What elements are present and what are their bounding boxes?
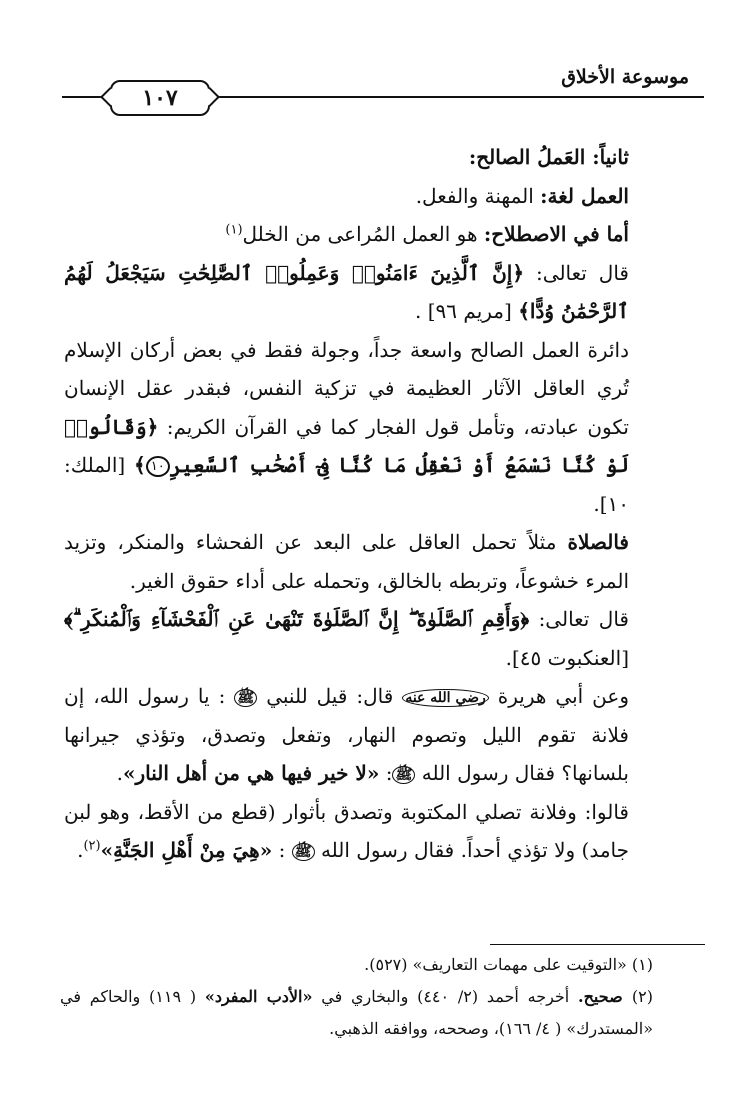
paragraph-text: قالوا: وفلانة تصلي المكتوبة وتصدق بأثوار (قطع من الأقط، وهو لبن جامد) ولا تؤذي أحداً. فقال رسول الله [64,799,629,862]
quran-verse: ﴿وَأَقِمِ ٱلصَّلَوٰةَ ۖ إِنَّ ٱلصَّلَوٰةَ تَنْهَىٰ عَنِ ٱلْفَحْشَآءِ وَٱلْمُنكَرِ ۗ﴾ [64,607,530,631]
footnote-text: ( ١١٩) والحاكم في «المستدرك» ( ٤/ ١٦٦)، وصححه، ووافقه الذهبي. [60,987,653,1038]
section-heading: ثانياً: العَملُ الصالح: [468,145,629,169]
intro-text: قال تعالى: [529,607,629,631]
term-label: العمل لغة: [540,183,629,208]
radi-allahu-anhu-glyph: رضي الله عنه [402,689,488,707]
footnote-2 [60,981,653,1045]
paragraph-quran-verse-ankabut [64,600,651,677]
running-header-title: موسوعة الأخلاق [561,66,689,88]
paragraph-quran-verse-maryam [64,254,651,331]
paragraph-text: : [272,838,292,862]
page-number: ١٠٧ [110,80,210,116]
footnote-text: «التوقيت على مهمات التعاريف» (٥٢٧). [364,955,632,974]
verse-close-bracket: ﴾ [134,453,146,477]
main-text [64,138,651,870]
footnote-book-title: «الأدب المفرد» [204,987,313,1006]
paragraph-text: دائرة العمل الصالح واسعة جداً، وجولة فقط في بعض أركان الإسلام تُري العاقل الآثار العظيمة في تزكية النفس، فبقدر عقل الإنسان تكون عبادته، وتأمل قول الفجار كما في القرآن الكريم: [64,337,629,439]
term-label: أما في الاصطلاح: [483,222,629,246]
paragraph-text: مثلاً تحمل العاقل على البعد عن الفحشاء والمنكر، وتزيد المرء خشوعاً، وتربطه بالخالق، وتحمله على أداء حقوق الغير. [64,530,629,593]
verse-reference: [العنكبوت ٤٥]. [505,645,629,670]
paragraph-linguistic-definition [64,177,651,216]
paragraph-prayer [64,523,651,600]
paragraph-text: . [77,838,84,862]
footnote-1 [60,949,653,981]
footnote-text: أخرجه أحمد (٢/ ٤٤٠) والبخاري في [312,987,579,1006]
hadith-quote: «هِيَ مِنْ أَهْلِ الجَنَّةِ» [100,838,273,862]
paragraph-text: : يا رسول الله، إن فلانة تقوم الليل وتصوم النهار، وتفعل وتصدق، وتؤذي جيرانها بلسانها؟ فقال رسول الله [64,684,629,785]
paragraph-technical-definition [64,215,651,254]
quran-verse: ﴿وَقَالُوا۟ لَوْ كُنَّا نَسْمَعُ أَوْ نَعْقِلُ مَا كُنَّا فِىٓ أَصْحَٰبِ ٱلسَّعِيرِ [64,414,629,477]
footnote-number: (٢) [631,987,653,1006]
intro-text: قال تعالى: [524,260,629,285]
salla-allahu-glyph: ﷺ [234,689,257,707]
lead-word: فالصلاة [567,530,629,554]
salla-allahu-glyph: ﷺ [292,843,315,861]
salla-allahu-glyph: ﷺ [392,766,415,784]
footnote-number: (١) [631,955,653,974]
definition-text: المهنة والفعل. [415,183,541,208]
definition-text: هو العمل المُراعى من الخلل [242,222,484,246]
quran-verse: ﴿إِنَّ ٱلَّذِينَ ءَامَنُوا۟ وَعَمِلُوا۟ ٱلصَّٰلِحَٰتِ سَيَجْعَلُ لَهُمُ ٱلرَّحْمَٰنُ وُدًّا﴾ [64,260,629,323]
paragraph-hadith-1 [64,677,651,793]
paragraph-righteous-deeds [64,331,651,524]
hadith-quote: «لا خير فيها هي من أهل النار» [122,761,380,785]
ayah-number-marker: ١٠ [146,456,170,477]
verse-reference: [مريم ٩٦] . [415,299,519,323]
footnote-marker: (١) [225,222,243,238]
verse-reference: [الملك: ١٠]. [64,453,629,516]
paragraph-text: وعن أبي هريرة [488,684,629,708]
paragraph-text: . [116,761,123,785]
footnote-grade: صحيح. [578,987,632,1006]
footnote-marker: (٢) [83,838,101,854]
paragraph-text: قال: قيل للنبي [257,684,403,708]
footnote-separator [490,944,705,945]
paragraph-hadith-2 [64,793,651,870]
footnotes [60,949,653,1045]
paragraph-text: : [379,761,393,785]
